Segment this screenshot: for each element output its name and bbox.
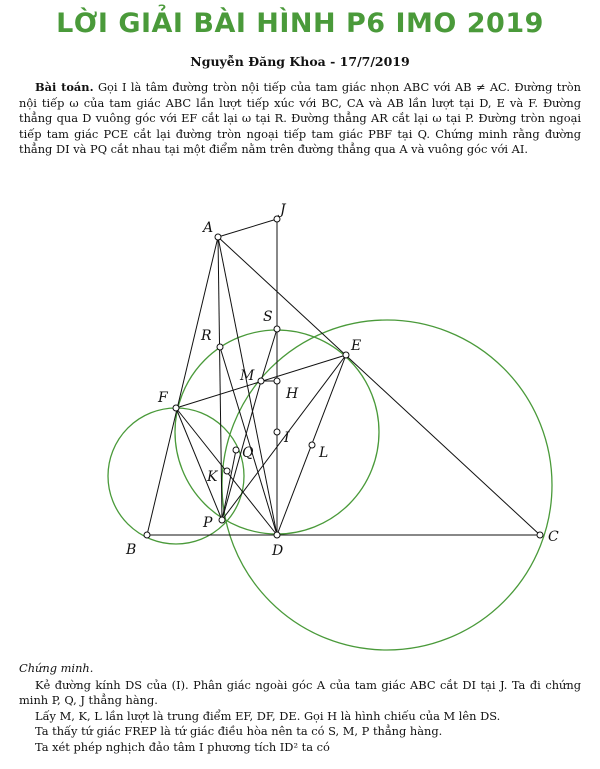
point-labels: [125, 202, 559, 559]
point-a: [215, 234, 221, 240]
proof-line-2: Lấy M, K, L lần lượt là trung điểm EF, DF, DE. Gọi H là hình chiếu của M lên DS.: [35, 708, 501, 723]
proof-line-1: Kẻ đường kính DS của (I). Phân giác ngoài góc A của tam giác ABC cắt DI tại J. Ta đi chứng minh P, Q, J thẳng hàng.: [19, 677, 581, 708]
circle-bpf: [108, 408, 244, 544]
author-line: Nguyễn Đăng Khoa - 17/7/2019: [190, 54, 410, 69]
proof-label: Chứng minh.: [19, 661, 94, 675]
problem-heading: Bài toán.: [35, 80, 94, 94]
line-fp: [176, 408, 222, 520]
label-a: A: [203, 220, 214, 236]
point-m: [258, 378, 264, 384]
label-l: L: [319, 445, 329, 461]
point-f: [173, 405, 179, 411]
label-e: E: [351, 338, 362, 354]
problem-statement: [19, 80, 581, 158]
label-h: H: [286, 386, 299, 402]
label-q: Q: [242, 445, 254, 461]
label-k: K: [207, 469, 218, 485]
point-q: [233, 447, 239, 453]
point-c: [537, 532, 543, 538]
line-ms: [261, 329, 277, 381]
point-h: [274, 378, 280, 384]
label-b: B: [126, 542, 137, 558]
label-f: F: [158, 390, 168, 406]
geometry-figure: [0, 190, 600, 660]
side-ab: [147, 237, 218, 535]
point-r: [217, 344, 223, 350]
side-ac: [218, 237, 540, 535]
point-l: [309, 442, 315, 448]
segments: [147, 219, 540, 535]
point-e: [343, 352, 349, 358]
proof-line-4: Ta xét phép nghịch đảo tâm I phương tích ID² ta có: [35, 739, 330, 754]
problem-text: Gọi I là tâm đường tròn nội tiếp của tam giác nhọn ABC với AB ≠ AC. Đường tròn nội tiếp ω của tam giác ABC lần lượt tiếp xúc với BC, CA và AB lần lượt tại D, E và F. Đường thẳng qua D vuông góc với EF cắt lại ω tại R. Đường thẳng AR cắt lại ω tại P. Đường tròn ngoại tiếp tam giác PCE cắt lại đường tròn ngoại tiếp tam giác PBF tại Q. Chứng minh rằng đường thẳng DI và PQ cắt nhau tại một điểm nằm trên đường thẳng qua A và vuông góc với AI.: [19, 80, 581, 157]
point-i: [274, 429, 280, 435]
label-d: D: [272, 543, 284, 559]
line-aj: [218, 219, 277, 237]
label-p: P: [203, 515, 213, 531]
point-b: [144, 532, 150, 538]
proof-section: [19, 661, 581, 756]
label-i: I: [284, 430, 290, 446]
circle-cpe: [222, 320, 552, 650]
line-ap: [218, 237, 222, 520]
proof-line-3: Ta thấy tứ giác FREP là tứ giác điều hòa nên ta có S, M, P thẳng hàng.: [35, 724, 443, 739]
points: [144, 216, 543, 538]
point-s: [274, 326, 280, 332]
label-j: J: [280, 202, 286, 218]
point-d: [274, 532, 280, 538]
point-p: [219, 517, 225, 523]
point-k: [224, 468, 230, 474]
page-title: LỜI GIẢI BÀI HÌNH P6 IMO 2019: [56, 8, 544, 39]
label-c: C: [548, 529, 559, 545]
label-s: S: [263, 309, 273, 325]
label-m: M: [240, 368, 255, 384]
label-r: R: [201, 328, 212, 344]
